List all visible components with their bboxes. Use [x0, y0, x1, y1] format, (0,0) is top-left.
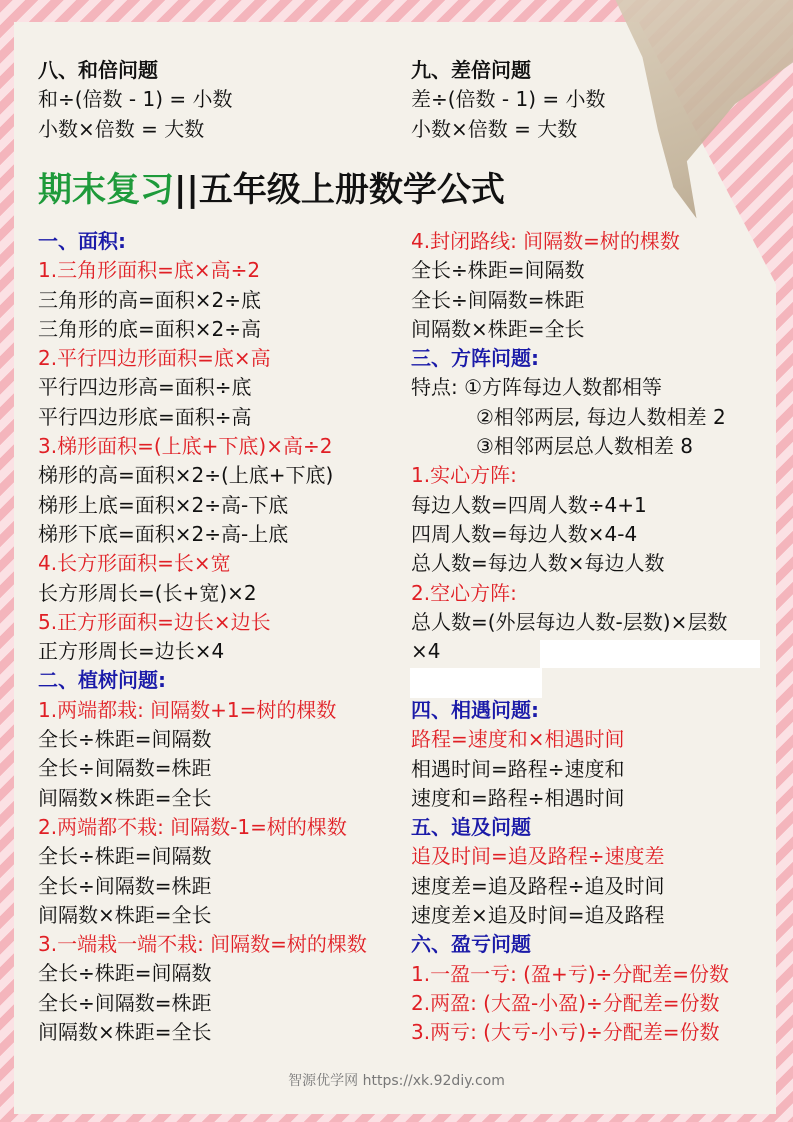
formula-key-line: 1.实心方阵: [411, 463, 517, 488]
section-heading: 四、相遇问题: [411, 698, 539, 722]
formula-line: 平行四边形高=面积÷底 [38, 375, 252, 400]
formula-key-line: 2.平行四边形面积=底×高 [38, 346, 271, 371]
formula-line: 全长÷间隔数=株距 [38, 756, 212, 781]
formula-line: 每边人数=四周人数÷4+1 [411, 492, 647, 517]
section-heading: 二、植树问题: [38, 668, 166, 693]
formula-key-line: 3.两亏: (大亏-小亏)÷分配差=份数 [411, 1020, 720, 1045]
formula-line: 全长÷间隔数=株距 [38, 873, 212, 898]
title-black-part: ||五年级上册数学公式 [174, 170, 505, 210]
formula-key-line: 5.正方形面积=边长×边长 [38, 609, 271, 634]
formula-line: 梯形的高=面积×2÷(上底+下底) [38, 463, 334, 488]
formula-line: 全长÷株距=间隔数 [38, 844, 212, 869]
formula-line: 长方形周长=(长+宽)×2 [38, 580, 257, 605]
section-heading: 九、差倍问题 [411, 58, 531, 82]
formula-line: 速度差×追及时间=追及路程 [411, 903, 665, 928]
right-formula-column-top [411, 227, 727, 666]
section-heading: 八、和倍问题 [38, 58, 158, 82]
formula-key-line: 4.封闭路线: 间隔数=树的棵数 [411, 229, 680, 253]
formula-line: 速度和=路程÷相遇时间 [411, 785, 625, 810]
formula-line: 全长÷株距=间隔数 [411, 258, 585, 283]
formula-line: 特点: ①方阵每边人数都相等 [411, 375, 663, 400]
formula-line: 梯形上底=面积×2÷高-下底 [38, 492, 289, 517]
footer-source: 智源优学网 https://xk.92diy.com [288, 1073, 505, 1089]
left-formula-column [38, 227, 367, 1047]
formula-line: 间隔数×株距=全长 [411, 316, 585, 341]
right-formula-column-bottom [411, 696, 729, 1048]
formula-line: 相遇时间=路程÷速度和 [411, 756, 625, 781]
formula-line: 和÷(倍数 - 1) = 小数 [38, 87, 233, 112]
formula-line: 速度差=追及路程÷追及时间 [411, 873, 665, 898]
formula-line: 间隔数×株距=全长 [38, 902, 212, 927]
formula-key-line: 4.长方形面积=长×宽 [38, 551, 231, 576]
formula-line: 全长÷株距=间隔数 [38, 727, 212, 752]
section-sum-multiple [38, 56, 233, 144]
title-green-part: 期末复习 [38, 170, 174, 210]
formula-key-line: 2.两盈: (大盈-小盈)÷分配差=份数 [411, 990, 720, 1015]
formula-line: 间隔数×株距=全长 [38, 1020, 212, 1045]
formula-line: 三角形的高=面积×2÷底 [38, 287, 261, 312]
formula-key-line: 路程=速度和×相遇时间 [411, 727, 625, 752]
formula-key-line: 1.一盈一亏: (盈+亏)÷分配差=份数 [411, 961, 730, 986]
formula-line: 正方形周长=边长×4 [38, 639, 225, 664]
formula-line: 全长÷间隔数=株距 [38, 990, 212, 1015]
formula-key-line: 追及时间=追及路程÷速度差 [411, 844, 665, 869]
formula-line: 梯形下底=面积×2÷高-上底 [38, 521, 289, 546]
formula-key-line: 3.一端栽一端不栽: 间隔数=树的棵数 [38, 932, 367, 957]
formula-line: 全长÷间隔数=株距 [411, 287, 585, 312]
formula-key-line: 3.梯形面积=(上底+下底)×高÷2 [38, 434, 333, 459]
formula-line: ×4 [411, 639, 441, 664]
formula-line: 差÷(倍数 - 1) = 小数 [411, 87, 606, 112]
formula-line: 全长÷株距=间隔数 [38, 961, 212, 986]
formula-line: 总人数=(外层每边人数-层数)×层数 [411, 609, 728, 634]
section-heading: 六、盈亏问题 [411, 932, 531, 957]
formula-key-line: 2.空心方阵: [411, 580, 517, 605]
formula-line: 小数×倍数 = 大数 [411, 116, 578, 141]
formula-line: 平行四边形底=面积÷高 [38, 404, 252, 429]
formula-key-line: 1.三角形面积=底×高÷2 [38, 258, 261, 283]
formula-line: ③相邻两层总人数相差 8 [476, 434, 694, 459]
formula-line: 小数×倍数 = 大数 [38, 116, 205, 141]
page-title [38, 162, 505, 211]
formula-key-line: 1.两端都栽: 间隔数+1=树的棵数 [38, 697, 337, 722]
formula-key-line: 2.两端都不栽: 间隔数-1=树的棵数 [38, 814, 347, 839]
section-heading: 三、方阵问题: [411, 346, 539, 371]
section-diff-multiple [411, 56, 606, 144]
section-heading: 五、追及问题 [411, 815, 531, 840]
formula-line: 三角形的底=面积×2÷高 [38, 316, 261, 341]
formula-line: ②相邻两层, 每边人数相差 2 [476, 404, 726, 429]
section-heading: 一、面积: [38, 229, 126, 253]
formula-line: 总人数=每边人数×每边人数 [411, 551, 665, 576]
formula-line: 四周人数=每边人数×4-4 [411, 521, 638, 546]
formula-line: 间隔数×株距=全长 [38, 785, 212, 810]
